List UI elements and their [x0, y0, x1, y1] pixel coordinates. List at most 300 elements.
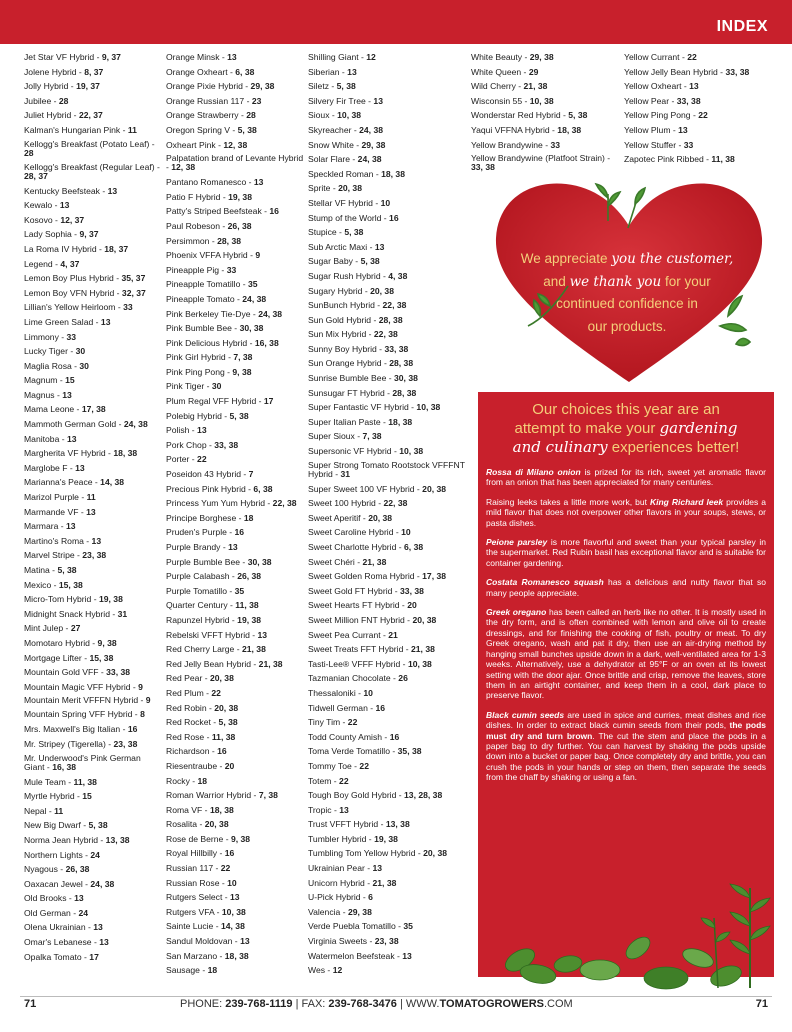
entry-separator: - — [399, 600, 408, 611]
index-entry — [166, 905, 306, 920]
index-entry — [308, 482, 468, 497]
entry-pages: 9, 38 — [230, 833, 251, 844]
entry-separator: - — [91, 937, 100, 948]
entry-name: Rutgers VFA — [166, 906, 215, 917]
entry-separator: - — [395, 921, 404, 932]
entry-pages: 18 — [243, 512, 254, 523]
index-entry — [308, 774, 468, 789]
index-entry — [166, 248, 306, 263]
entry-separator: - — [251, 658, 259, 669]
entry-pages: 13 — [66, 521, 76, 532]
entry-pages: 12, 38 — [171, 162, 196, 173]
entry-pages: 26, 38 — [227, 220, 252, 231]
entry-name: Marmara — [24, 521, 59, 532]
entry-pages: 18 — [197, 775, 208, 786]
index-entry — [471, 50, 621, 65]
index-entry — [308, 642, 468, 657]
entry-separator: - — [52, 200, 60, 211]
entry-name: Red Cherry Large — [166, 644, 235, 655]
entry-name: Magnus — [24, 389, 55, 400]
entry-name: Precious Pink Hybrid — [166, 483, 246, 494]
index-entry — [24, 359, 162, 374]
entry-name: Pantano Romanesco — [166, 177, 247, 188]
entry-pages: 13 — [197, 425, 207, 436]
entry-name: Patio F Hybrid — [166, 191, 221, 202]
entry-name: Red Plum — [166, 687, 204, 698]
entry-pages: 7, 38 — [258, 790, 278, 801]
index-entry — [24, 534, 162, 549]
entry-pages: 18, 37 — [104, 243, 129, 254]
entry-pages: 18 — [207, 965, 218, 976]
entry-separator: - — [354, 431, 363, 442]
entry-separator: - — [681, 81, 690, 92]
index-entry — [308, 832, 468, 847]
index-entry — [624, 108, 774, 123]
entry-name: Purple Bumble Bee — [166, 556, 241, 567]
entry-pages: 14, 38 — [220, 921, 245, 932]
entry-separator: - — [229, 571, 238, 582]
entry-pages: 29, 38 — [361, 139, 386, 150]
entry-name: Supersonic VF Hybrid — [308, 446, 392, 457]
entry-separator: - — [366, 833, 375, 844]
entry-name: Stump of the World — [308, 212, 382, 223]
entry-name: Pruden's Purple — [166, 527, 227, 538]
entry-name: Mr. Underwood's Pink German Giant — [24, 752, 141, 772]
index-entry — [308, 890, 468, 905]
entry-pages: 22, 38 — [382, 300, 407, 311]
entry-separator: - — [199, 965, 208, 976]
entry-pages: 10, 38 — [416, 402, 441, 413]
entry-separator: - — [549, 124, 558, 135]
entry-separator: - — [68, 81, 77, 92]
entry-name: Sugar Rush Hybrid — [308, 270, 381, 281]
index-entry — [308, 400, 468, 415]
entry-separator: - — [515, 81, 524, 92]
entry-pages: 33 — [66, 331, 77, 342]
entry-separator: - — [98, 667, 107, 678]
entry-pages: 9 — [145, 695, 151, 706]
entry-name: Principe Borghese — [166, 512, 237, 523]
entry-separator: - — [166, 162, 172, 173]
entry-name: Purple Brandy — [166, 542, 221, 552]
index-entry — [24, 775, 162, 790]
entry-separator: - — [414, 483, 423, 494]
index-entry — [166, 219, 306, 234]
entry-pages: 18, 38 — [209, 804, 234, 815]
entry-separator: - — [226, 527, 235, 538]
entry-pages: 12, 37 — [60, 214, 85, 225]
entry-pages: 18, 38 — [113, 448, 138, 459]
index-entry — [308, 269, 468, 284]
entry-separator: - — [381, 212, 390, 223]
entry-separator: - — [96, 243, 105, 254]
entry-name: Porter — [166, 454, 190, 465]
entry-separator: - — [690, 110, 699, 121]
entry-separator: - — [415, 848, 424, 859]
entry-pages: 35 — [234, 585, 245, 596]
entry-separator: - — [74, 791, 83, 802]
index-entry — [24, 592, 162, 607]
entry-separator: - — [82, 849, 91, 860]
entry-pages: 22 — [197, 454, 207, 465]
entry-name: Siletz — [308, 81, 330, 92]
index-entry — [166, 934, 306, 949]
entry-pages: 21, 38 — [241, 644, 266, 655]
entry-name: Polebig Hybrid — [166, 410, 222, 421]
entry-name: Royal Hillbilly — [166, 848, 218, 859]
entry-pages: 7 — [248, 469, 254, 480]
entry-pages: 20, 38 — [370, 285, 394, 296]
entry-name: Kalman's Hungarian Pink — [24, 124, 121, 135]
index-entry — [471, 65, 621, 80]
index-column-2 — [166, 50, 306, 978]
entry-pages: 15, 38 — [58, 579, 83, 590]
entry-separator: - — [717, 66, 726, 77]
entry-name: Roman Warrior Hybrid — [166, 790, 252, 801]
entry-name: Lemon Boy VFN Hybrid — [24, 287, 115, 298]
entry-pages: 20 — [407, 600, 417, 611]
index-entry — [166, 846, 306, 861]
index-entry — [166, 963, 306, 978]
entry-pages: 16 — [217, 746, 227, 757]
index-entry — [166, 525, 306, 540]
entry-pages: 30, 38 — [393, 373, 418, 384]
entry-separator: - — [232, 936, 241, 947]
index-entry — [24, 621, 162, 636]
entry-separator: - — [71, 229, 80, 240]
entry-separator: - — [366, 329, 374, 340]
entry-pages: 13 — [402, 950, 412, 961]
entry-pages: 18, 38 — [557, 124, 582, 135]
entry-separator: - — [414, 571, 423, 582]
entry-separator: - — [376, 343, 385, 354]
entry-name: Russian Rose — [166, 877, 220, 888]
entry-pages: 5, 38 — [568, 110, 588, 121]
page-number-left: 71 — [24, 998, 37, 1010]
entry-pages: 26 — [398, 673, 408, 684]
entry-name: La Roma IV Hybrid — [24, 243, 97, 254]
index-entry — [166, 394, 306, 409]
entry-separator: - — [115, 302, 124, 313]
index-entry — [624, 50, 774, 65]
entry-separator: - — [384, 387, 393, 398]
entry-separator: - — [83, 535, 92, 546]
index-column-5 — [624, 50, 774, 167]
entry-pages: 18, 38 — [381, 168, 405, 179]
index-entry — [166, 482, 306, 497]
index-entry — [308, 598, 468, 613]
entry-pages: 16 — [389, 212, 399, 223]
feature-heading: Our choices this year are an attempt to make your gardening and culinary experiences better! — [512, 401, 740, 456]
entry-separator: - — [679, 52, 688, 62]
index-entry — [24, 213, 162, 228]
entry-name: Lillian's Yellow Heirloom — [24, 302, 116, 313]
entry-name: Mammoth German Gold — [24, 419, 117, 430]
index-entry — [166, 598, 306, 613]
index-entry — [166, 715, 306, 730]
entry-separator: - — [367, 241, 375, 252]
index-entry — [24, 461, 162, 476]
entry-separator: - — [149, 138, 155, 149]
index-entry — [166, 175, 306, 190]
entry-separator: - — [217, 760, 225, 771]
entry-name: Sun Orange Hybrid — [308, 358, 382, 369]
index-column-4 — [471, 50, 621, 175]
index-entry — [166, 788, 306, 803]
entry-pages: 13 — [228, 542, 238, 552]
entry-pages: 21, 38 — [372, 877, 397, 888]
entry-separator: - — [223, 833, 231, 844]
entry-pages: 20, 38 — [338, 183, 362, 194]
entry-separator: - — [154, 161, 160, 172]
entry-pages: 21 — [388, 629, 398, 640]
index-entry — [308, 744, 468, 759]
entry-name: Rosalita — [166, 819, 198, 830]
paragraph-lead: King Richard leek — [649, 496, 724, 507]
entry-pages: 11, 38 — [73, 776, 97, 787]
entry-pages: 12 — [366, 52, 376, 62]
entry-name: Norma Jean Hybrid — [24, 834, 99, 845]
entry-separator: - — [382, 731, 390, 742]
index-entry — [308, 298, 468, 313]
index-entry — [308, 225, 468, 240]
entry-name: Siberian — [308, 66, 340, 77]
entry-pages: 24, 38 — [357, 154, 382, 165]
entry-pages: 9 — [255, 250, 261, 261]
index-entry — [166, 949, 306, 964]
index-entry — [166, 569, 306, 584]
index-entry — [24, 402, 162, 417]
entry-separator: - — [371, 314, 379, 325]
entry-pages: 20, 38 — [423, 848, 448, 859]
entry-separator: - — [231, 323, 240, 334]
index-entry — [166, 409, 306, 424]
feature-paragraph — [486, 607, 766, 701]
paragraph-lead: Costata Romanesco squash — [486, 577, 604, 588]
entry-separator: - — [220, 191, 229, 202]
page-number-right: 71 — [755, 998, 768, 1010]
entry-separator: - — [85, 922, 94, 933]
entry-name: Pink Bumble Bee — [166, 323, 232, 334]
entry-pages: 13 — [74, 893, 84, 904]
entry-separator: - — [393, 527, 402, 538]
entry-pages: 24 — [78, 907, 89, 918]
index-entry — [24, 680, 162, 695]
entry-separator: - — [203, 687, 212, 698]
entry-separator: - — [58, 521, 67, 532]
entry-name: Sweet Hearts FT Hybrid — [308, 600, 400, 611]
index-entry — [308, 181, 468, 196]
entry-name: Kewalo — [24, 200, 53, 211]
entry-separator: - — [189, 454, 198, 465]
entry-pages: 20, 38 — [209, 673, 234, 684]
paragraph-text: has a delicious and nutty flavor that so many people appreciate. — [486, 577, 766, 598]
footer — [0, 998, 792, 1018]
index-entry — [308, 730, 468, 745]
entry-name: White Queen — [471, 66, 522, 77]
entry-pages: 18, 38 — [388, 416, 413, 427]
entry-name: Sweet 100 Hybrid — [308, 498, 376, 509]
index-entry — [308, 152, 468, 167]
entry-separator: - — [120, 124, 128, 135]
entry-name: Pork Chop — [166, 439, 207, 450]
index-entry — [166, 613, 306, 628]
entry-name: Orange Pixie Hybrid — [166, 81, 243, 92]
index-entry — [24, 563, 162, 578]
entry-name: Sweet Treats FFT Hybrid — [308, 644, 404, 655]
entry-pages: 23, 38 — [374, 936, 399, 947]
index-entry — [24, 242, 162, 257]
entry-separator: - — [76, 66, 85, 77]
entry-name: Red Pear — [166, 673, 203, 684]
index-entry — [24, 417, 162, 432]
entry-name: Mountain Merit VFFFN Hybrid — [24, 695, 139, 706]
entry-pages: 24, 38 — [258, 308, 283, 319]
index-entry — [308, 327, 468, 342]
entry-name: Marmande VF — [24, 506, 79, 517]
index-entry — [308, 108, 468, 123]
entry-pages: 33 — [123, 302, 133, 313]
contact-info: PHONE: 239-768-1119 | FAX: 239-768-3476 | WWW.TOMATOGROWERS.COM — [180, 998, 573, 1010]
entry-name: White Beauty — [471, 52, 523, 62]
entry-name: Mexico — [24, 579, 52, 590]
entry-pages: 23, 38 — [82, 550, 107, 561]
entry-name: Kosovo — [24, 214, 53, 225]
entry-name: Myrtle Hybrid — [24, 791, 75, 802]
entry-pages: 22, 38 — [383, 498, 408, 509]
index-entry — [166, 423, 306, 438]
index-entry — [166, 277, 306, 292]
paragraph-text: is prized for its rich, sweet yet aromatic flavor from an onion that has been appreciated for many centuries. — [486, 467, 766, 488]
entry-name: Opalka Tomato — [24, 951, 82, 962]
entry-separator: - — [400, 658, 408, 669]
entry-separator: - — [390, 673, 399, 684]
entry-separator: - — [404, 614, 413, 625]
entry-name: Riesentraube — [166, 760, 218, 771]
entry-separator: - — [394, 950, 403, 961]
entry-pages: 28, 37 — [24, 170, 48, 181]
entry-separator: - — [105, 738, 114, 749]
index-entry — [166, 123, 306, 138]
entry-separator: - — [703, 154, 712, 165]
index-entry — [308, 817, 468, 832]
index-entry — [24, 271, 162, 286]
entry-name: Rapunzel Hybrid — [166, 614, 230, 625]
entry-separator: - — [219, 877, 228, 888]
entry-name: Wild Cherry — [471, 81, 516, 92]
index-entry — [24, 108, 162, 123]
entry-name: Marianna's Peace — [24, 477, 93, 488]
entry-name: Palpatation brand of Levante Hybrid — [166, 153, 304, 164]
entry-separator: - — [58, 331, 67, 342]
entry-name: Sweet Million FNT Hybrid — [308, 614, 405, 625]
entry-pages: 10, 38 — [399, 446, 424, 457]
index-entry — [24, 446, 162, 461]
entry-name: Sugary Hybrid — [308, 285, 363, 296]
entry-separator: - — [375, 498, 384, 509]
entry-name: Totem — [308, 775, 332, 786]
entry-pages: 33, 38 — [106, 667, 131, 678]
entry-pages: 16 — [234, 527, 245, 538]
entry-name: Zapotec Pink Ribbed — [624, 154, 704, 165]
entry-pages: 24, 38 — [90, 878, 115, 889]
entry-pages: 4, 38 — [388, 270, 408, 281]
entry-name: Sweet Caroline Hybrid — [308, 527, 394, 538]
entry-name: Quarter Century — [166, 600, 228, 611]
index-entry — [24, 694, 162, 708]
entry-separator: - — [82, 878, 91, 889]
index-entry — [166, 365, 306, 380]
index-entry — [24, 548, 162, 563]
entry-name: Sioux — [308, 110, 330, 121]
index-entry — [308, 371, 468, 386]
paragraph-lead: Peione parsley — [486, 537, 548, 548]
entry-pages: 24, 38 — [242, 293, 267, 304]
entry-pages: 28 — [246, 110, 256, 121]
entry-name: Tropic — [308, 804, 332, 815]
index-entry — [308, 511, 468, 526]
entry-separator: - — [49, 565, 58, 575]
entry-name: Paul Robeson — [166, 220, 220, 231]
entry-separator: - — [217, 848, 225, 859]
entry-pages: 13 — [91, 535, 102, 546]
index-entry — [308, 167, 468, 182]
entry-name: Margherita VF Hybrid — [24, 448, 106, 459]
entry-name: Yaqui VFFNA Hybrid — [471, 124, 550, 135]
index-entry — [24, 432, 162, 447]
entry-name: Phoenix VFFA Hybrid — [166, 250, 248, 261]
entry-pages: 10, 38 — [221, 906, 246, 917]
entry-separator: - — [78, 506, 87, 517]
entry-pages: 10, 38 — [337, 110, 362, 121]
index-entry — [166, 642, 306, 657]
index-entry — [308, 715, 468, 730]
index-entry — [24, 789, 162, 804]
entry-pages: 21, 38 — [258, 658, 283, 669]
entry-name: Oaxacan Jewel — [24, 878, 83, 889]
entry-pages: 12, 38 — [223, 139, 248, 150]
entry-pages: 5, 38 — [229, 410, 249, 421]
entry-separator: - — [249, 629, 258, 640]
entry-pages: 13 — [257, 629, 268, 640]
entry-separator: - — [206, 702, 215, 713]
feature-paragraph — [486, 467, 766, 488]
entry-separator: - — [247, 337, 255, 348]
entry-name: Sweet Pea Currant — [308, 629, 381, 640]
index-entry — [166, 138, 306, 153]
entry-name: Mr. Stripey (Tigerella) — [24, 738, 106, 749]
entry-pages: 23, 38 — [113, 738, 138, 749]
paragraph-text: provides a mild flavor that does not overpower other flavors in your soups, stews, or pasta dishes. — [486, 496, 766, 528]
index-entry — [308, 386, 468, 401]
entry-separator: - — [202, 673, 210, 684]
entry-name: Sweet Charlotte Hybrid — [308, 542, 397, 552]
entry-name: Orange Oxheart — [166, 66, 228, 77]
entry-name: Super Fantastic VF Hybrid — [308, 402, 409, 413]
entry-pages: 30 — [75, 346, 86, 357]
entry-name: Princess Yum Yum Hybrid — [166, 498, 266, 509]
index-entry — [166, 744, 306, 759]
index-entry — [166, 511, 306, 526]
index-entry — [308, 584, 468, 599]
entry-separator: - — [329, 110, 338, 121]
entry-separator: - — [219, 264, 227, 275]
entry-pages: 13 — [62, 389, 72, 400]
entry-name: San Marzano — [166, 950, 218, 961]
index-entry — [308, 876, 468, 891]
index-entry — [24, 848, 162, 863]
index-entry — [166, 496, 306, 511]
